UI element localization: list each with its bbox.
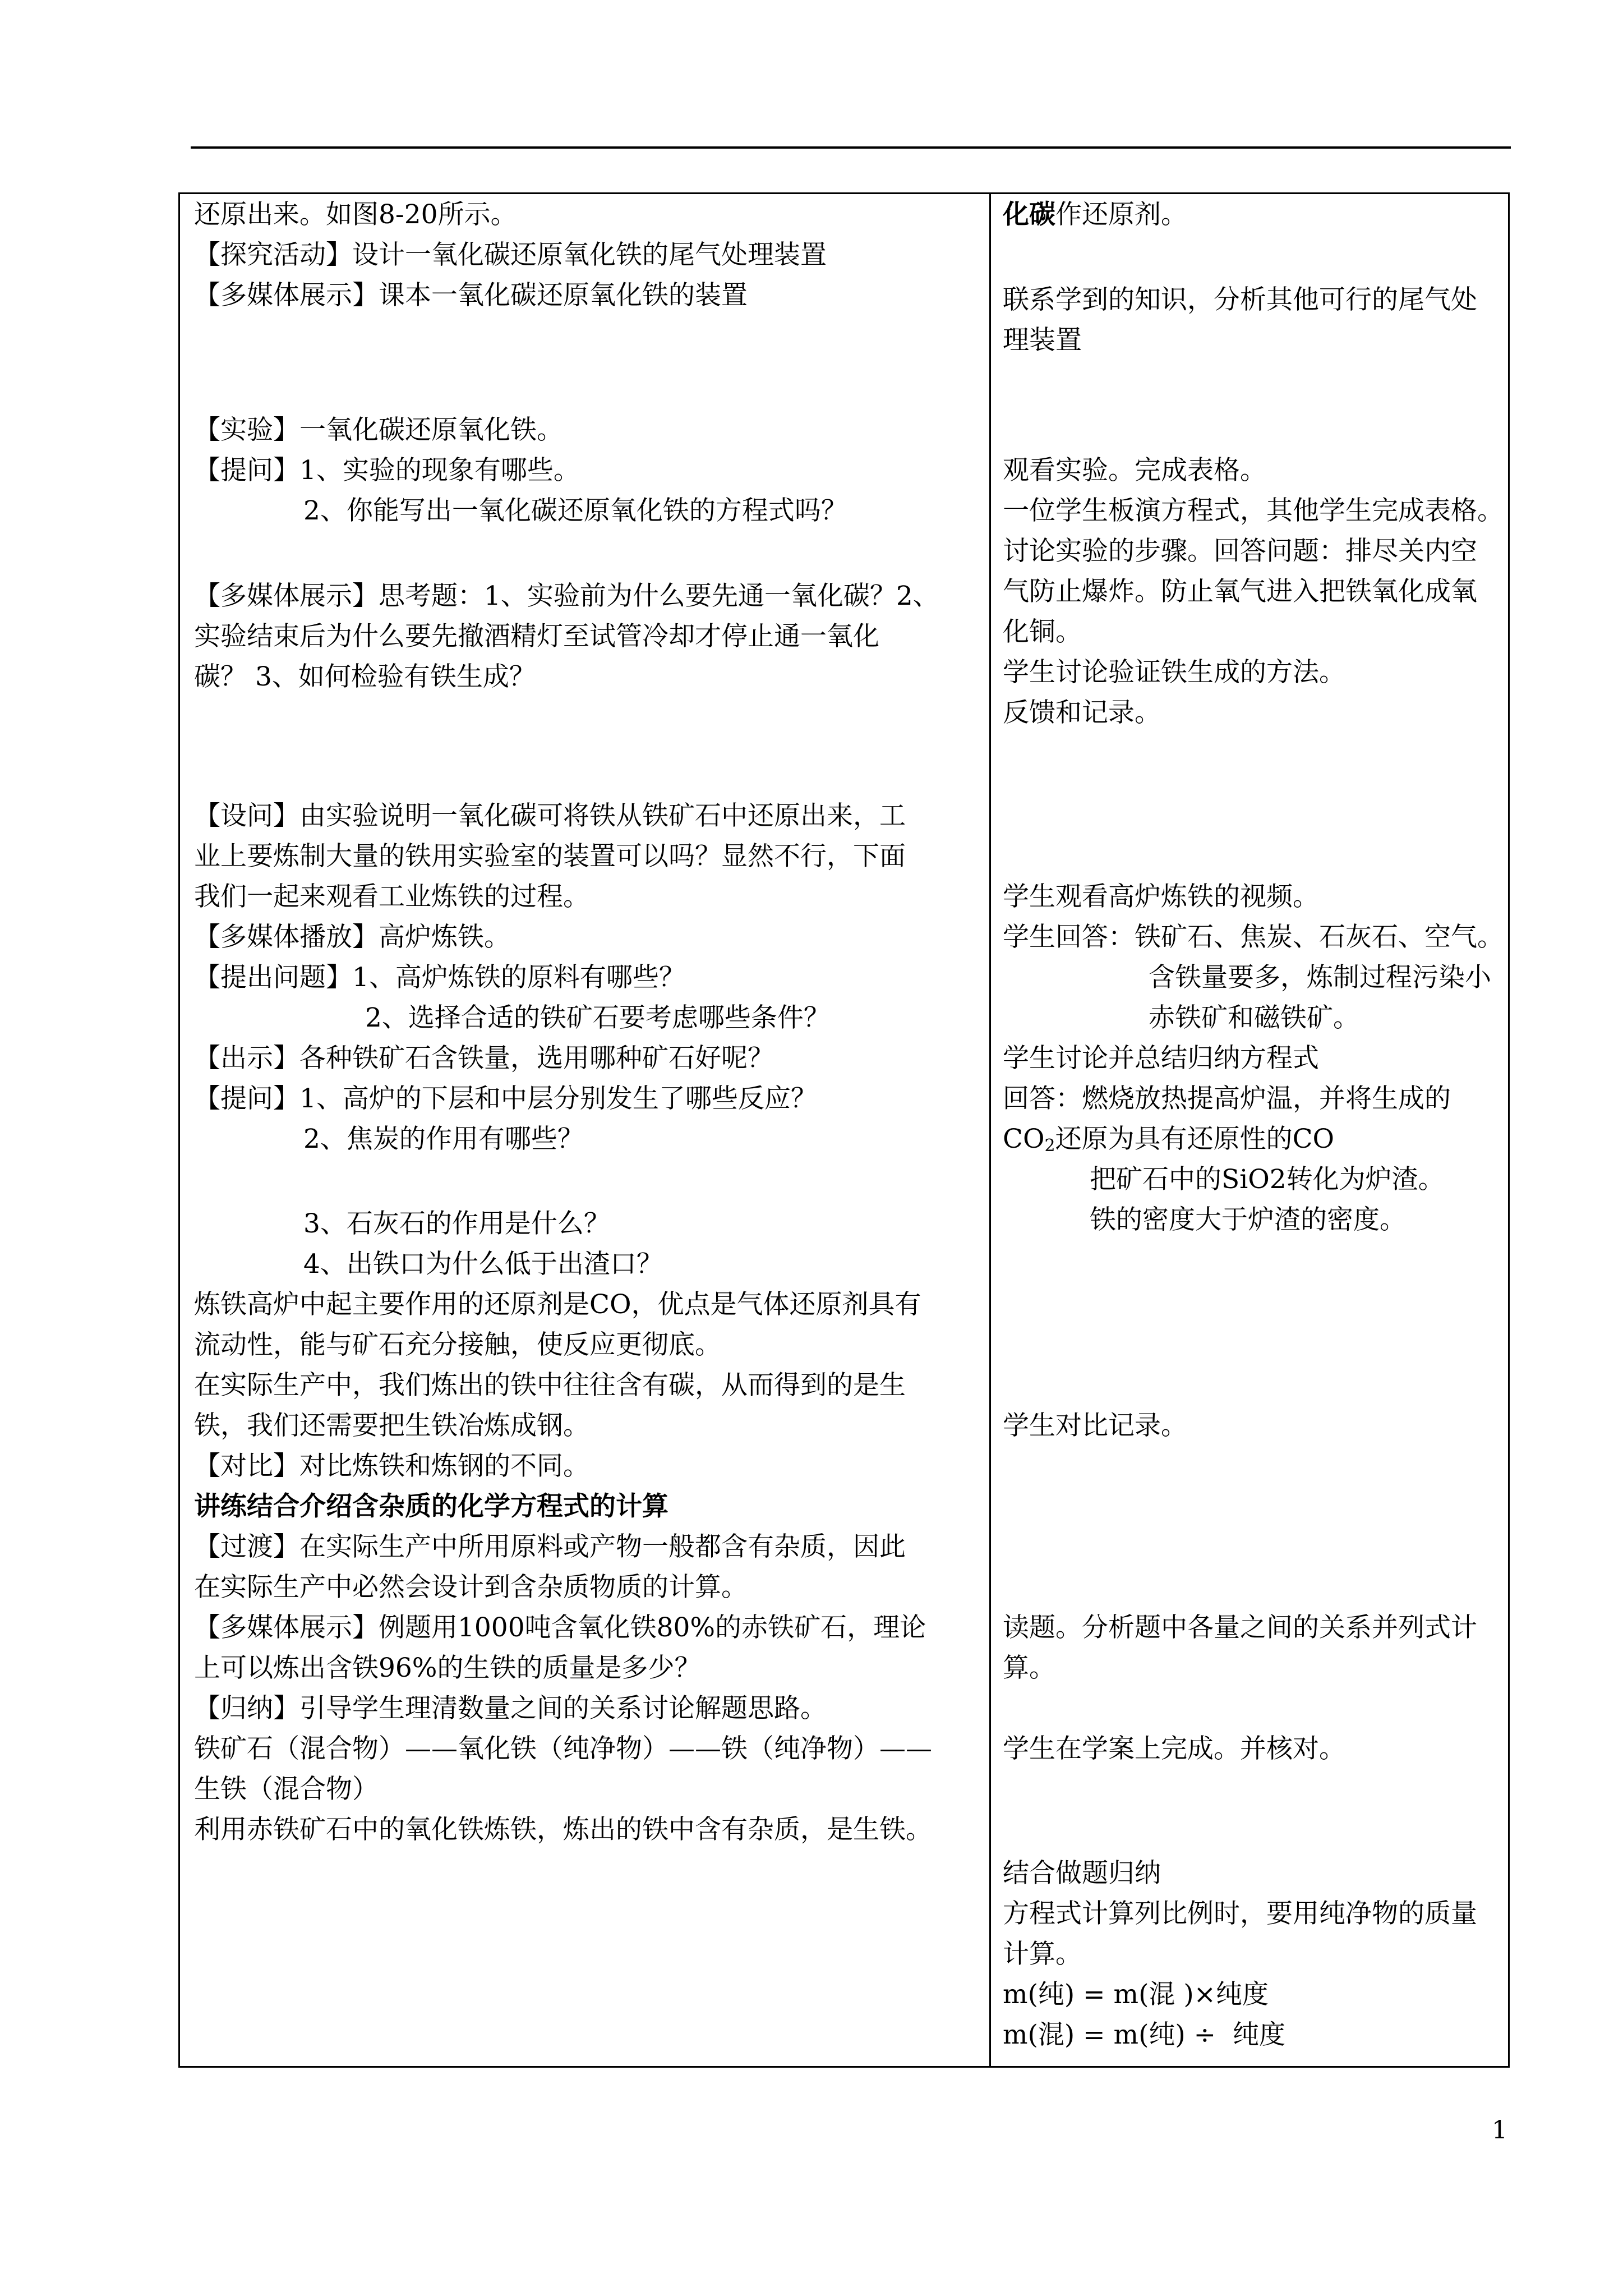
text-line: 在实际生产中必然会设计到含杂质物质的计算。 — [194, 1572, 748, 1603]
text-span: 作还原剂。 — [1055, 199, 1187, 230]
text-line: 含铁量要多，炼制过程污染小 — [1149, 962, 1491, 993]
formula-co2: CO — [1003, 1124, 1045, 1154]
text-line: 还原出来。如图8-20所示。 — [194, 199, 517, 230]
text-line: 学生讨论并总结归纳方程式 — [1003, 1043, 1319, 1074]
text-line: 化铜。 — [1003, 616, 1082, 647]
text-line: 【提问】1、高炉的下层和中层分别发生了哪些反应？ — [194, 1083, 817, 1114]
section-heading: 讲练结合介绍含杂质的化学方程式的计算 — [194, 1491, 668, 1522]
text-line: 炼铁高炉中起主要作用的还原剂是CO，优点是气体还原剂具有 — [194, 1289, 921, 1320]
text-line: 回答：燃烧放热提高炉温，并将生成的 — [1003, 1083, 1451, 1114]
text-line: 学生讨论验证铁生成的方法。 — [1003, 657, 1345, 688]
text-line: 学生对比记录。 — [1003, 1410, 1187, 1441]
text-line: 【多媒体展示】例题用1000吨含氧化铁80%的赤铁矿石，理论 — [194, 1612, 926, 1643]
text-line: 业上要炼制大量的铁用实验室的装置可以吗？显然不行，下面 — [194, 841, 906, 872]
text-line: 【提问】1、实验的现象有哪些。 — [194, 455, 580, 486]
text-line: 学生回答：铁矿石、焦炭、石灰石、空气。 — [1003, 922, 1504, 953]
text-line: 3、石灰石的作用是什么？ — [303, 1208, 610, 1239]
text-line: 【设问】由实验说明一氧化碳可将铁从铁矿石中还原出来，工 — [194, 800, 906, 831]
text-line: 赤铁矿和磁铁矿。 — [1149, 1002, 1359, 1033]
text-line: 读题。分析题中各量之间的关系并列式计 — [1003, 1612, 1477, 1643]
text-line: 【对比】对比炼铁和炼钢的不同。 — [194, 1451, 589, 1481]
text-line: 实验结束后为什么要先撤酒精灯至试管冷却才停止通一氧化 — [194, 621, 879, 652]
text-line: 利用赤铁矿石中的氧化铁炼铁，炼出的铁中含有杂质，是生铁。 — [194, 1814, 932, 1845]
text-line: 计算。 — [1003, 1939, 1082, 1970]
text-line: 一位学生板演方程式，其他学生完成表格。 — [1003, 495, 1504, 526]
text-line: m(纯) = m(混 )×纯度 — [1003, 1979, 1269, 2010]
text-line — [1003, 1122, 1334, 1156]
header-rule — [191, 146, 1511, 149]
text-line: 观看实验。完成表格。 — [1003, 455, 1266, 486]
text-line: 上可以炼出含铁96%的生铁的质量是多少？ — [194, 1653, 701, 1683]
text-line: 理装置 — [1003, 325, 1082, 356]
text-line: 气防止爆炸。防止氧气进入把铁氧化成氧 — [1003, 576, 1477, 607]
text-span: 还原为具有还原性的CO — [1055, 1124, 1335, 1154]
text-line: 流动性，能与矿石充分接触，使反应更彻底。 — [194, 1329, 721, 1360]
text-line: 在实际生产中，我们炼出的铁中往往含有碳，从而得到的是生 — [194, 1370, 906, 1401]
text-line — [1003, 198, 1187, 232]
text-line: 学生观看高炉炼铁的视频。 — [1003, 881, 1319, 912]
text-line: 把矿石中的SiO2转化为炉渣。 — [1090, 1164, 1445, 1195]
text-line: 2、选择合适的铁矿石要考虑哪些条件？ — [365, 1002, 830, 1033]
text-line: 铁的密度大于炉渣的密度。 — [1090, 1204, 1406, 1235]
text-line: 生铁（混合物） — [194, 1774, 379, 1805]
bold-term: 化碳 — [1003, 199, 1055, 230]
text-line: 【多媒体展示】思考题：1、实验前为什么要先通一氧化碳？2、 — [194, 581, 939, 611]
column-divider — [989, 192, 991, 2068]
subscript: 2 — [1044, 1136, 1055, 1156]
text-line: 方程式计算列比例时，要用纯净物的质量 — [1003, 1898, 1477, 1929]
text-line: 算。 — [1003, 1653, 1055, 1683]
text-line: 我们一起来观看工业炼铁的过程。 — [194, 881, 589, 912]
text-line: 【过渡】在实际生产中所用原料或产物一般都含有杂质，因此 — [194, 1531, 906, 1562]
page-number: 1 — [1492, 2116, 1507, 2145]
text-line: 讨论实验的步骤。回答问题：排尽关内空 — [1003, 536, 1477, 567]
text-line: 铁，我们还需要把生铁冶炼成钢。 — [194, 1410, 589, 1441]
text-line: 【实验】一氧化碳还原氧化铁。 — [194, 415, 563, 445]
text-line: 【归纳】引导学生理清数量之间的关系讨论解题思路。 — [194, 1693, 827, 1724]
text-line: 铁矿石（混合物）——氧化铁（纯净物）——铁（纯净物）—— — [194, 1733, 932, 1764]
text-line: 碳？ 3、如何检验有铁生成？ — [194, 661, 536, 692]
text-line: 2、焦炭的作用有哪些？ — [303, 1124, 584, 1154]
text-line: 结合做题归纳 — [1003, 1858, 1161, 1889]
text-line: 学生在学案上完成。并核对。 — [1003, 1733, 1345, 1764]
text-line: 【提出问题】1、高炉炼铁的原料有哪些？ — [194, 962, 685, 993]
text-line: 【出示】各种铁矿石含铁量，选用哪种矿石好呢？ — [194, 1043, 774, 1074]
text-line: 反馈和记录。 — [1003, 697, 1161, 728]
text-line: 【多媒体播放】高炉炼铁。 — [194, 922, 510, 953]
text-line: 联系学到的知识，分析其他可行的尾气处 — [1003, 284, 1477, 315]
text-line: 4、出铁口为什么低于出渣口？ — [303, 1249, 663, 1280]
text-line: m(混) = m(纯) ÷ 纯度 — [1003, 2019, 1285, 2050]
text-line: 2、你能写出一氧化碳还原氧化铁的方程式吗？ — [303, 495, 847, 526]
text-line: 【探究活动】设计一氧化碳还原氧化铁的尾气处理装置 — [194, 240, 827, 270]
text-line: 【多媒体展示】课本一氧化碳还原氧化铁的装置 — [194, 280, 748, 311]
